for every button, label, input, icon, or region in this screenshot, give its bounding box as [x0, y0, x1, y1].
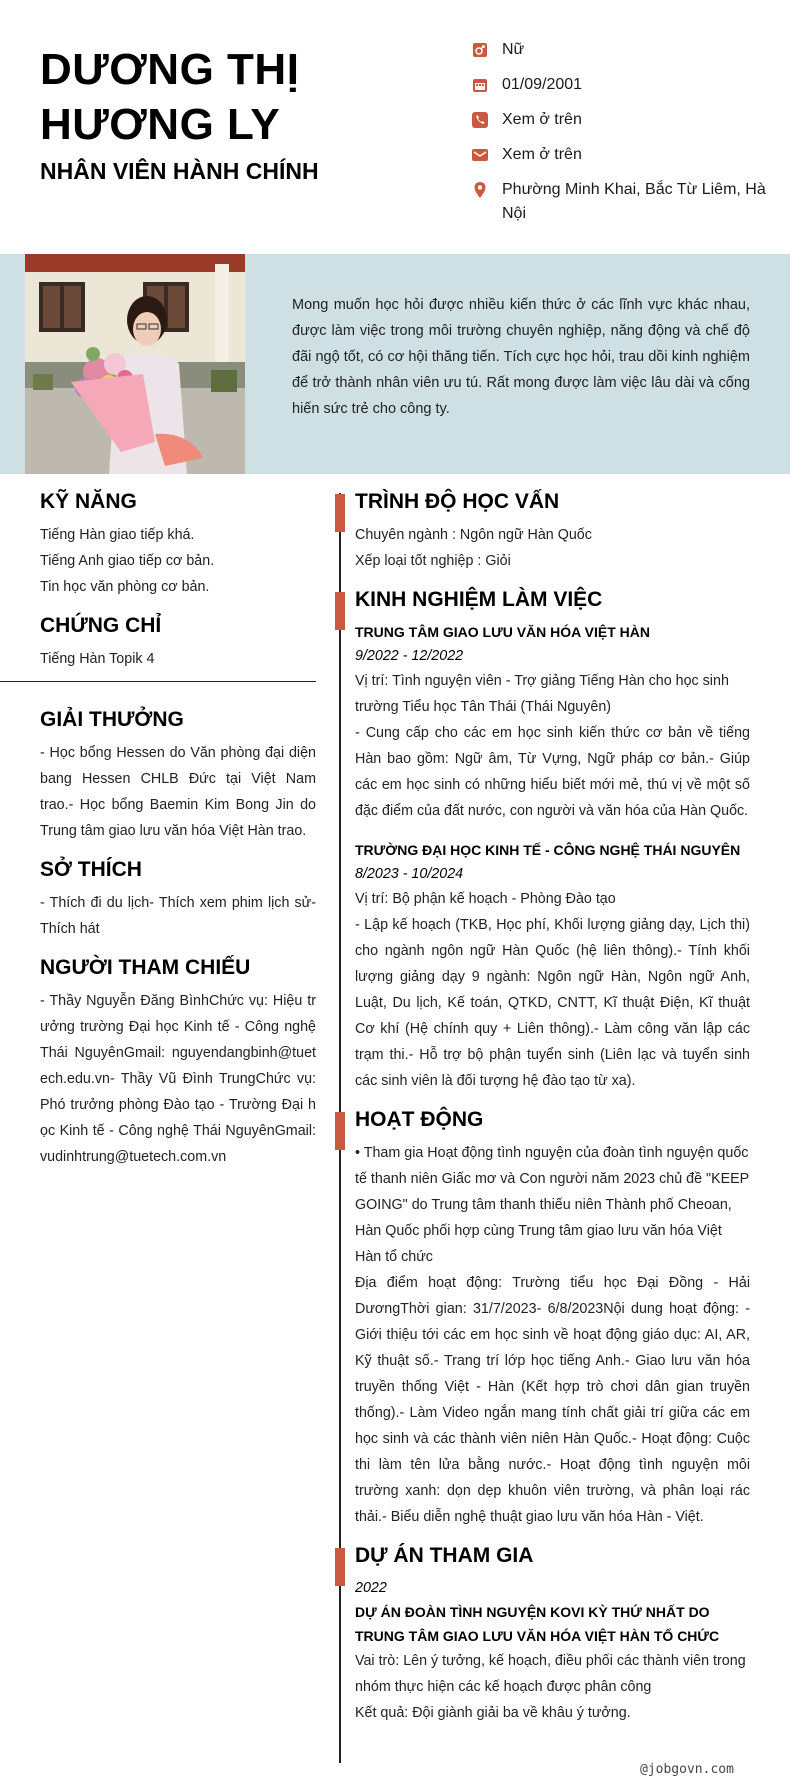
calendar-icon: [472, 77, 488, 93]
hobbies-title: SỞ THÍCH: [40, 858, 142, 881]
certificate-item: Tiếng Hàn Topik 4: [40, 651, 155, 667]
education-grade: Xếp loại tốt nghiệp : Giỏi: [355, 553, 511, 569]
projects-title: DỰ ÁN THAM GIA: [355, 1544, 534, 1567]
references-text: - Thầy Nguyễn Đăng BìnhChức vụ: Hiệu trưởng trường Đại học Kinh tế - Công nghệ Thái NguyênGmail: nguyendangbinh@tuetech.edu.vn- Thầy Vũ Đình TrungChức vụ: Phó trưởng phòng Đào tạo - Trường Đại học Kinh tế - Công nghệ Thái NguyênGmail: vudinhtrung@tuetech.com.vn: [40, 993, 316, 1165]
project-result: Kết quả: Đội giành giải ba về khâu ý tưởng.: [355, 1705, 631, 1721]
section-marker: [335, 1548, 345, 1586]
section-marker: [335, 494, 345, 532]
contact-phone: [472, 108, 772, 132]
activity-body: Địa điểm hoạt động: Trường tiểu học Đại Đồng - Hải DươngThời gian: 31/7/2023- 6/8/2023Nội dung hoạt động: - Giới thiệu tới các em học sinh về hoạt động giáo dục: AI, AR, Kỹ thuật số.- Trang trí lớp học tiếng Anh.- Giao lưu văn hóa truyền thống Việt - Hàn (Kết hợp trò chơi dân gian truyền thống).- Làm Video ngắn mang tính chất giải trí giữa các em học sinh và các thành viên niên Hàn Quốc.- Hoạt động: Cuộc thi làm tên lửa bằng nước.- Hoạt động tình nguyện môi trường xanh: dọn dẹp khuôn viên trường, và phân loại rác thải.- Biểu diễn nghệ thuật giao lưu văn hóa Hàn - Việt.: [355, 1275, 750, 1525]
contact-address: [472, 178, 772, 226]
job-organization: TRUNG TÂM GIAO LƯU VĂN HÓA VIỆT HÀN: [355, 624, 650, 640]
left-column: [40, 490, 316, 1170]
activity-lead: • Tham gia Hoạt động tình nguyện của đoàn tình nguyện quốc tế thanh niên Giấc mơ và Con người năm 2023 chủ đề "KEEP GOING" do Trung tâm thanh thiếu niên Thành phố Cheoan, Hàn Quốc phối hợp cùng Trung tâm giao lưu văn hóa Việt Hàn tổ chức: [355, 1145, 749, 1265]
job-description: - Lập kế hoạch (TKB, Học phí, Khối lượng giảng dạy, Lịch thi) cho ngành ngôn ngữ Hàn Quốc (hệ liên thông).- Tính khối lượng giảng dạy 9 ngành: Ngôn ngữ Hàn, Ngôn ngữ Anh, Luật, Du lịch, Kế toán, QTKD, CNTT, Kĩ thuật Điện, Kĩ thuật Cơ khí (Hệ chính quy + Liên thông).- Làm công văn lập các trạm thi.- Hỗ trợ bộ phận tuyển sinh (Liên lạc và tuyển sinh các sinh viên là đối tượng hệ đào tạo từ xa).: [355, 917, 750, 1089]
references-title: NGƯỜI THAM CHIẾU: [40, 956, 251, 979]
awards-section: [40, 708, 316, 844]
skill-item: Tiếng Anh giao tiếp cơ bản.: [40, 553, 215, 569]
project-role: Vai trò: Lên ý tưởng, kế hoạch, điều phối các thành viên trong nhóm thực hiện các kế hoạch được phân công: [355, 1653, 746, 1695]
phone-value: Xem ở trên: [502, 111, 582, 128]
job-period: 8/2023 - 10/2024: [355, 866, 464, 882]
email-value: Xem ở trên: [502, 146, 582, 163]
birthday-value: 01/09/2001: [502, 76, 583, 93]
contact-birthday: [472, 73, 772, 97]
activities-title: HOẠT ĐỘNG: [355, 1108, 484, 1131]
profile-photo: [25, 254, 245, 474]
candidate-name: DƯƠNG THỊ HƯƠNG LY: [40, 45, 300, 149]
email-icon: [472, 147, 488, 163]
hobbies-section: [40, 858, 316, 942]
gender-icon: [472, 42, 488, 58]
awards-title: GIẢI THƯỞNG: [40, 708, 184, 731]
career-objective: Mong muốn học hỏi được nhiều kiến thức ở các lĩnh vực khác nhau, được làm việc trong môi trường chuyên nghiệp, năng động và chế độ đãi ngộ tốt, có cơ hội thăng tiến. Tích cực học hỏi, trau dồi kinh nghiệm để trở thành nhân viên ưu tú. Rất mong được làm việc lâu dài và cống hiến sức trẻ cho công ty.: [292, 297, 750, 417]
skill-item: Tin học văn phòng cơ bản.: [40, 579, 210, 595]
job-description: - Cung cấp cho các em học sinh kiến thức cơ bản về tiếng Hàn bao gồm: Ngữ âm, Từ Vựng, Ngữ pháp cơ bản.- Giúp các em học sinh có những hiểu biết mới mẻ, thú vị về một số đặc điểm của đất nước, con người và văn hóa của Hàn Quốc.: [355, 725, 750, 819]
location-pin-icon: [472, 182, 488, 198]
contact-gender: [472, 38, 772, 62]
experience-title: KINH NGHIỆM LÀM VIỆC: [355, 588, 603, 611]
contact-info: [472, 38, 772, 237]
education-title: TRÌNH ĐỘ HỌC VẤN: [355, 490, 560, 513]
section-marker: [335, 1112, 345, 1150]
job-entry: [355, 838, 750, 1094]
job-entry: [355, 620, 750, 824]
experience-section: [355, 588, 750, 1094]
section-marker: [335, 592, 345, 630]
education-major: Chuyên ngành : Ngôn ngữ Hàn Quốc: [355, 527, 592, 543]
projects-section: [355, 1544, 750, 1726]
awards-text: - Học bổng Hessen do Văn phòng đại diện bang Hessen CHLB Đức tại Việt Nam trao.- Học bổng Baemin Kim Bong Jin do Trung tâm giao lưu văn hóa Việt Hàn trao.: [40, 745, 316, 839]
section-divider: [0, 681, 316, 682]
job-period: 9/2022 - 12/2022: [355, 648, 464, 664]
job-title: NHÂN VIÊN HÀNH CHÍNH: [40, 158, 319, 184]
phone-icon: [472, 112, 488, 128]
summary-band: [0, 254, 790, 474]
project-name: DỰ ÁN ĐOÀN TÌNH NGUYỆN KOVI KỲ THỨ NHẤT DO TRUNG TÂM GIAO LƯU VĂN HÓA VIỆT HÀN TỔ CHỨC: [355, 1604, 720, 1644]
watermark: @jobgovn.com: [640, 1762, 734, 1777]
job-role: Vị trí: Tình nguyện viên - Trợ giảng Tiếng Hàn cho học sinh trường Tiểu học Tân Thái (Thái Nguyên): [355, 673, 729, 715]
activities-section: [355, 1108, 750, 1530]
skill-item: Tiếng Hàn giao tiếp khá.: [40, 527, 195, 543]
gender-value: Nữ: [502, 41, 525, 58]
skills-title: KỸ NĂNG: [40, 490, 137, 513]
certificates-section: [40, 614, 316, 672]
skills-section: [40, 490, 316, 600]
right-column: [355, 490, 750, 1726]
education-section: [355, 490, 750, 574]
job-role: Vị trí: Bộ phận kế hoạch - Phòng Đào tạo: [355, 891, 616, 907]
address-value: Phường Minh Khai, Bắc Từ Liêm, Hà Nội: [502, 181, 766, 222]
references-section: [40, 956, 316, 1170]
certificates-title: CHỨNG CHỈ: [40, 614, 162, 637]
contact-email: [472, 143, 772, 167]
project-year: 2022: [355, 1580, 387, 1596]
job-organization: TRƯỜNG ĐẠI HỌC KINH TẾ - CÔNG NGHỆ THÁI NGUYÊN: [355, 842, 741, 858]
hobbies-text: - Thích đi du lịch- Thích xem phim lịch sử- Thích hát: [40, 895, 316, 937]
